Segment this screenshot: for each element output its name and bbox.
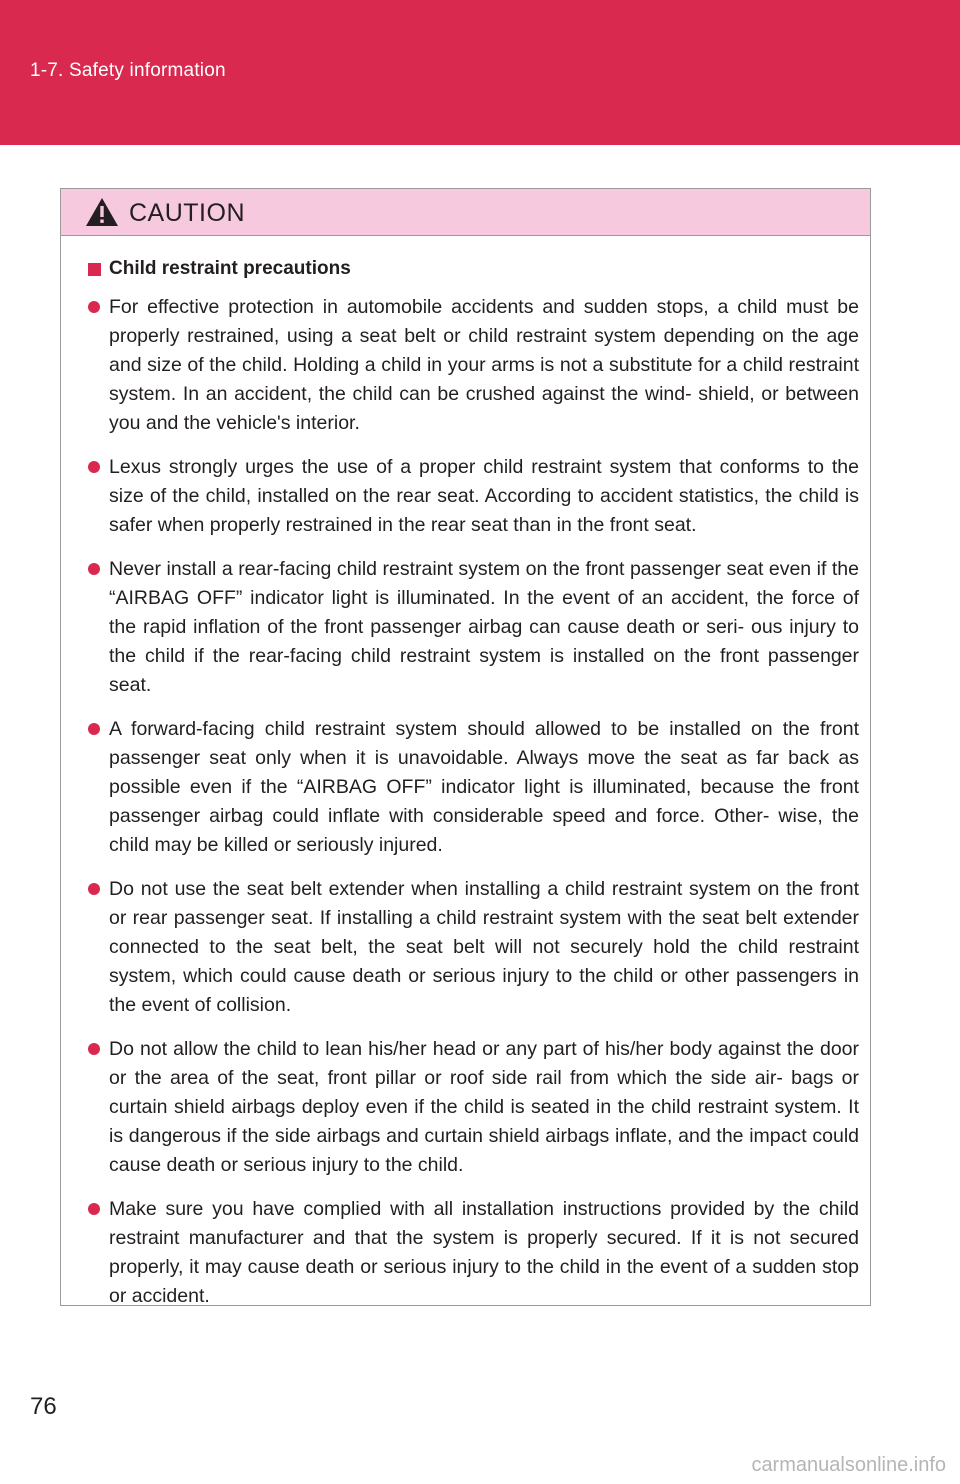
list-item xyxy=(86,453,859,540)
bullet-icon xyxy=(88,1043,100,1055)
page-number: 76 xyxy=(30,1393,57,1420)
subheading xyxy=(86,256,859,282)
list-item xyxy=(86,1195,859,1311)
list-item xyxy=(86,875,859,1020)
bullet-icon xyxy=(88,301,100,313)
subheading-text: Child restraint precautions xyxy=(109,258,351,279)
list-item xyxy=(86,1035,859,1180)
bullet-icon xyxy=(88,1203,100,1215)
list-item-text: Never install a rear-facing child restraint system on the front passenger seat even if the “AIRBAG OFF” indicator light is illuminated. In the event of an accident, the force of the rapid inflation of the front passenger airbag can cause death or seri- ous injury to the child if the rear-facing child restraint system is installed on the front passenger seat. xyxy=(109,558,859,696)
header-band xyxy=(0,0,960,145)
warning-triangle-icon xyxy=(85,197,119,227)
list-item-text: Do not allow the child to lean his/her head or any part of his/her body against the door or the area of the seat, front pillar or roof side rail from which the side air- bags or curtain shield airbags deploy even if the child is seated in the child restraint system. It is dangerous if the side airbags and curtain shield airbags inflate, and the impact could cause death or serious injury to the child. xyxy=(109,1038,859,1176)
bullet-icon xyxy=(88,883,100,895)
square-bullet-icon xyxy=(88,263,101,276)
bullet-icon xyxy=(88,563,100,575)
watermark: carmanualsonline.info xyxy=(751,1454,946,1476)
caution-title: CAUTION xyxy=(129,199,245,227)
list-item xyxy=(86,715,859,860)
list-item-text: For effective protection in automobile accidents and sudden stops, a child must be properly restrained, using a seat belt or child restraint system depending on the age and size of the child. Holding a child in your arms is not a substitute for a child restraint system. In an accident, the child can be crushed against the wind- shield, or between you and the vehicle's interior. xyxy=(109,296,859,434)
bullet-icon xyxy=(88,461,100,473)
list-item-text: Make sure you have complied with all installation instructions provided by the child restraint manufacturer and that the system is properly secured. If it is not secured properly, it may cause death or serious injury to the child in the event of a sudden stop or accident. xyxy=(109,1198,859,1307)
bullet-icon xyxy=(88,723,100,735)
caution-box xyxy=(60,188,871,1306)
list-item-text: Lexus strongly urges the use of a proper child restraint system that conforms to the size of the child, installed on the rear seat. According to accident statistics, the child is safer when properly restrained in the rear seat than in the front seat. xyxy=(109,456,859,536)
list-item-text: A forward-facing child restraint system should allowed to be installed on the front passenger seat only when it is unavoidable. Always move the seat as far back as possible even if the “AIRBAG OFF” indicator light is illuminated, because the front passenger airbag could inflate with considerable speed and force. Other- wise, the child may be killed or seriously injured. xyxy=(109,718,859,856)
list-item-text: Do not use the seat belt extender when installing a child restraint system on the front or rear passenger seat. If installing a child restraint system with the seat belt extender connected to the seat belt, the seat belt will not securely hold the child restraint system, which could cause death or serious injury to the child or other passengers in the event of collision. xyxy=(109,878,859,1016)
caution-header xyxy=(61,189,870,236)
list-item xyxy=(86,293,859,438)
list-item xyxy=(86,555,859,700)
caution-list xyxy=(86,293,859,1311)
caution-body xyxy=(61,236,870,1311)
section-title: 1-7. Safety information xyxy=(30,60,226,81)
